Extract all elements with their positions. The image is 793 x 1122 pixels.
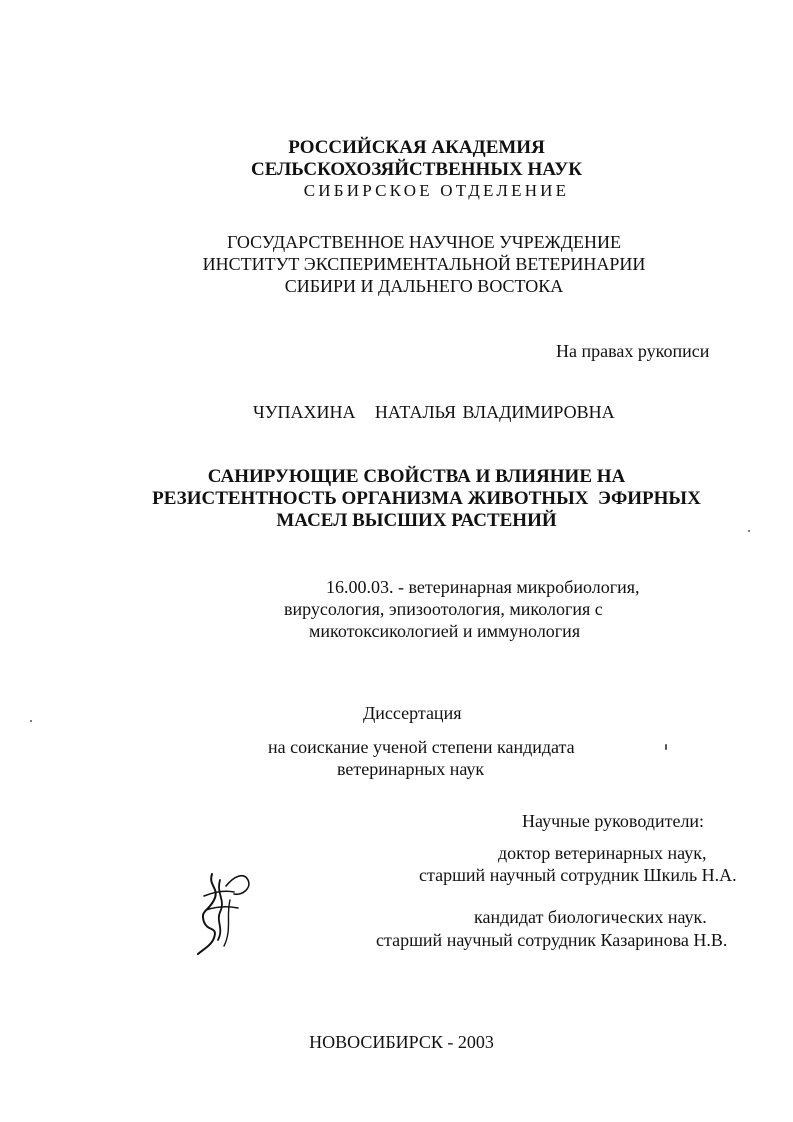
branch-name: СИБИРСКОЕ ОТДЕЛЕНИЕ [303, 181, 570, 200]
scan-speck [30, 720, 32, 722]
rights-note: На правах рукописи [556, 341, 710, 361]
supervisor-2-title: кандидат биологических наук. [474, 907, 707, 927]
institution-line-3: СИБИРИ И ДАЛЬНЕГО ВОСТОКА [284, 276, 564, 296]
dissertation-label: Диссертация [363, 703, 462, 723]
specialty-line-3: микотоксикологией и иммунология [309, 621, 581, 641]
scan-speck [748, 530, 750, 532]
supervisor-1-name: старший научный сотрудник Шкиль Н.А. [419, 865, 737, 885]
title-line-3: МАСЕЛ ВЫСШИХ РАСТЕНИЙ [276, 510, 557, 531]
supervisor-2-name: старший научный сотрудник Казаринова Н.В. [376, 930, 728, 950]
institution-line-1: ГОСУДАРСТВЕННОЕ НАУЧНОЕ УЧРЕЖДЕНИЕ [226, 232, 622, 252]
author-name: ЧУПАХИНА НАТАЛЬЯ ВЛАДИМИРОВНА [253, 402, 615, 422]
city-year: НОВОСИБИРСК - 2003 [309, 1032, 494, 1052]
academy-line-2: СЕЛЬСКОХОЗЯЙСТВЕННЫХ НАУК [250, 159, 583, 180]
academy-line-1: РОССИЙСКАЯ АКАДЕМИЯ [288, 137, 545, 158]
specialty-line-2: вирусология, эпизоотология, микология с [284, 599, 603, 619]
institution-line-2: ИНСТИТУТ ЭКСПЕРИМЕНТАЛЬНОЙ ВЕТЕРИНАРИИ [202, 254, 646, 274]
title-line-1: САНИРУЮЩИЕ СВОЙСТВА И ВЛИЯНИЕ НА [207, 466, 626, 487]
supervisors-heading: Научные руководители: [522, 811, 705, 831]
scan-speck [665, 744, 667, 750]
handwritten-signature [190, 866, 256, 956]
degree-line-2: ветеринарных наук [337, 759, 485, 779]
title-line-2: РЕЗИСТЕНТНОСТЬ ОРГАНИЗМА ЖИВОТНЫХ ЭФИРНЫХ [152, 488, 701, 509]
degree-line-1: на соискание ученой степени кандидата [268, 737, 575, 757]
supervisor-1-title: доктор ветеринарных наук, [498, 843, 707, 863]
specialty-line-1: 16.00.03. - ветеринарная микробиология, [326, 577, 640, 597]
